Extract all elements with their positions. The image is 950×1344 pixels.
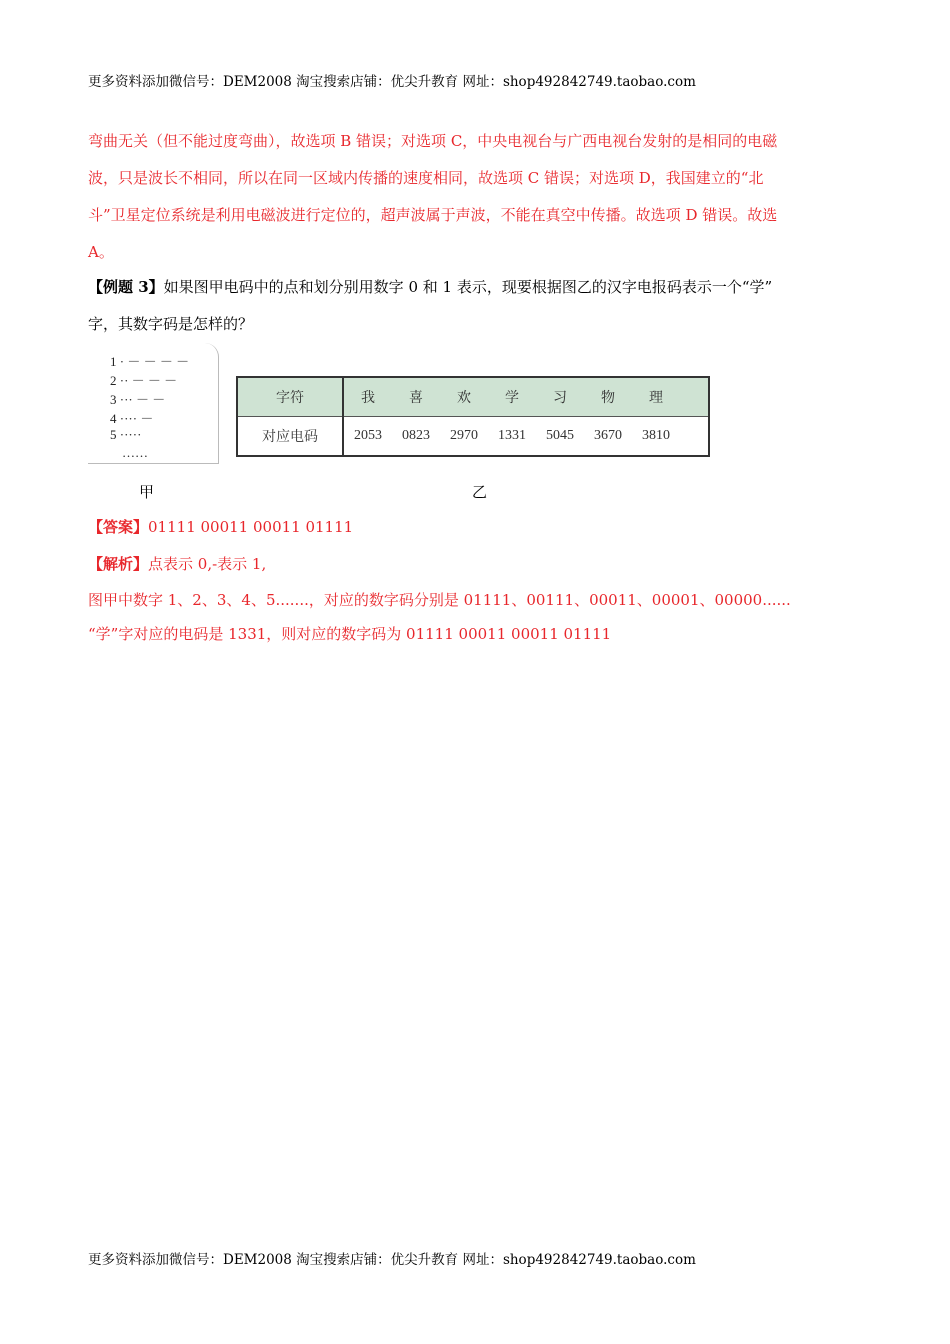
caption-yi: 乙: [472, 483, 488, 501]
char-0: 我: [361, 391, 375, 406]
example-line-2: 字，其数字码是怎样的？: [88, 315, 254, 333]
table-chars-cell: [343, 377, 709, 417]
morse-line-1: 1 · － － － －: [110, 354, 190, 369]
code-5: 3670: [594, 428, 622, 443]
table-codes-cell: [343, 417, 709, 457]
morse-line-5: 5 ·····: [110, 427, 142, 442]
prev-line-1: 弯曲无关（但不能过度弯曲），故选项 B 错误；对选项 C，中央电视台与广西电视台发射的是相同的电磁: [88, 132, 778, 150]
morse-line-2: 2 ·· － － －: [110, 373, 178, 388]
code-2: 2970: [450, 428, 478, 443]
morse-line-4: 4 ···· －: [110, 411, 154, 426]
analysis-line-3: “学”字对应的电码是 1331，则对应的数字码为 01111 00011 00011 01111: [88, 625, 612, 643]
prev-line-3: 斗”卫星定位系统是利用电磁波进行定位的，超声波属于声波，不能在真空中传播。故选项 D 错误。故选: [88, 206, 778, 224]
example-label: 【例题 3】: [88, 278, 164, 296]
table-row-label: 对应电码: [237, 417, 343, 457]
code-0: 2053: [354, 428, 382, 443]
char-1: 喜: [409, 391, 423, 406]
code-3: 1331: [498, 428, 526, 443]
caption-jia: 甲: [139, 483, 155, 501]
morse-line-3: 3 ··· － －: [110, 392, 166, 407]
example-line-1: [88, 276, 868, 297]
answer-text: 01111 00011 00011 01111: [148, 518, 354, 536]
analysis-line-2: 图甲中数字 1、2、3、4、5.......，对应的数字码分别是 01111、00111、00011、00001、00000......: [88, 591, 791, 609]
code-4: 5045: [546, 428, 574, 443]
table-row-chars: [237, 377, 709, 417]
example-text-1: 如果图甲电码中的点和划分别用数字 0 和 1 表示，现要根据图乙的汉字电报码表示一个“学”: [163, 278, 773, 296]
code-1: 0823: [402, 428, 430, 443]
table-header-label: 字符: [237, 377, 343, 417]
morse-line-6: ……: [122, 445, 148, 460]
char-6: 理: [649, 391, 663, 406]
char-2: 欢: [457, 391, 471, 406]
table-row-codes: [237, 417, 709, 457]
code-6: 3810: [642, 428, 670, 443]
figure-jia-morse: [88, 343, 219, 464]
analysis-line-1: [88, 553, 868, 574]
answer-line: [88, 516, 868, 537]
figure-yi-telegraph-table: [236, 376, 710, 457]
analysis-label: 【解析】: [88, 555, 149, 573]
answer-label: 【答案】: [88, 518, 149, 536]
char-5: 物: [601, 391, 615, 406]
prev-line-2: 波，只是波长不相同，所以在同一区域内传播的速度相同，故选项 C 错误；对选项 D，我国建立的“北: [88, 169, 764, 187]
page-header: 更多资料添加微信号：DEM2008 淘宝搜索店铺：优尖升教育 网址：shop492842749.taobao.com: [88, 74, 696, 90]
page-footer: 更多资料添加微信号：DEM2008 淘宝搜索店铺：优尖升教育 网址：shop492842749.taobao.com: [88, 1252, 696, 1268]
prev-line-4: A。: [88, 243, 114, 261]
char-3: 学: [505, 391, 519, 406]
analysis-text: 点表示 0,-表示 1,: [148, 555, 267, 573]
char-4: 习: [553, 391, 567, 406]
